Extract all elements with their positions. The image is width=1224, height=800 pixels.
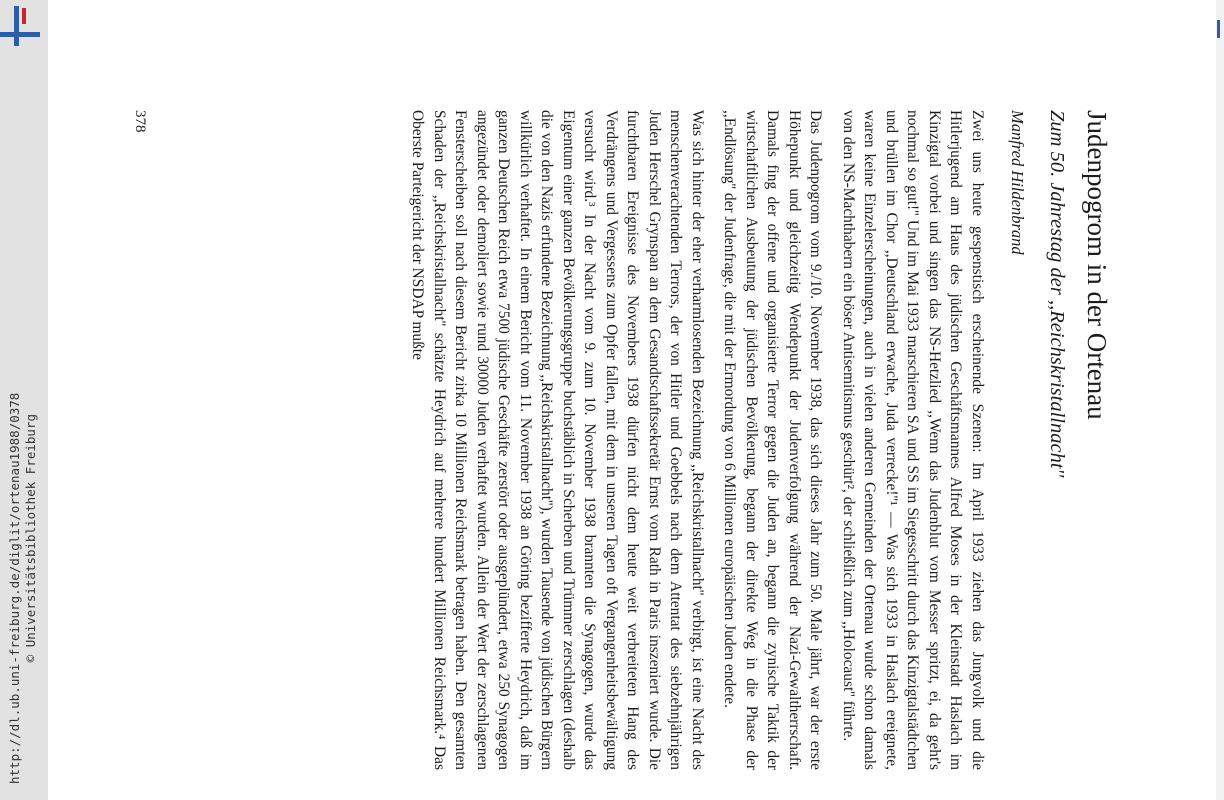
article-body	[396, 110, 988, 770]
article-subtitle: Zum 50. Jahrestag der ,,Reichskristallnacht''	[1046, 110, 1068, 478]
article-author: Manfred Hildenbrand	[1008, 110, 1027, 255]
edge-marker-icon	[1217, 20, 1220, 38]
paragraph: Das Judenpogrom vom 9./10. November 1938, das sich dieses Jahr zum 50. Male jährt, war der erste Höhepunkt und gleichzeitig Wendepunkt der Judenverfolgung während der Nazi-Gewaltherrschaft. Damals fing der offene und organisierte Terror gegen die Juden an, begann die zynische Taktik der wirtschaftlichen Ausbeutung der jüdischen Bevölkerung, begann der direkte Weg in die Phase der ,,Endlösung'' der Judenfrage, die mit der Ermordung von 6 Millionen europäischen Juden endete.	[721, 110, 825, 770]
rotated-page-content	[114, 110, 1114, 770]
page-edge	[1216, 0, 1224, 800]
source-url[interactable]: http://dl.ub.uni-freiburg.de/diglit/ortenau1988/0378	[7, 392, 22, 784]
page-number: 378	[132, 110, 148, 133]
library-logo-icon[interactable]	[0, 6, 40, 46]
paragraph: Was sich hinter der eher verharmlosenden Bezeichnung ,,Reichskristallnacht'' verbirgt, ist eine Nacht des menschenverachtenden Terrors, der von Hitler und Goebbels nach dem Attentat des siebzehnjährigen Juden Herschel Grynspan an dem Gesandtschaftssekretär Ernst vom Rath in Paris inszeniert wurde. Die furchtbaren Ereignisse des Novembers 1938 dürfen nicht dem heute weit verbreiteten Hang des Verdrängens und Vergessens zum Opfer fallen, mit dem in unseren Tagen oft Vergangenheitsbewältigung versucht wird.³ In der Nacht vom 9. zum 10. November 1938 brannten die Synagogen, wurde das Eigentum einer ganzen Bevölkerungsgruppe buchstäblich in Scherben und Trümmer zerschlagen (deshalb die von den Nazis erfundene Bezeichnung ,,Reichskristallnacht''), wurden Tausende von jüdischen Bürgern willkürlich verhaftet. In einem Bericht vom 11. November 1938 an Göring bezifferte Heydrich, daß im ganzen Deutschen Reich etwa 7500 jüdische Geschäfte zerstört oder ausgeplündert, etwa 250 Synagogen angezündet oder demoliert sowie rund 30000 Juden verhaftet wurden. Allein der Wert der zerschlagenen Fensterscheiben soll nach diesem Bericht zirka 10 Millionen Reichsmark betragen haben. Den gesamten Schaden der ,,Reichskristallnacht'' schätzte Heydrich auf mehrere hundert Millionen Reichsmark.⁴ Das Oberste Parteigericht der NSDAP mußte	[409, 110, 706, 770]
source-info	[7, 392, 39, 784]
copyright-notice: © Universitätsbibliothek Freiburg	[23, 414, 38, 663]
paragraph: Zwei uns heute gespenstisch erscheinende Szenen: Im April 1933 ziehen das Jungvolk und die Hitlerjugend am Haus des jüdischen Geschäftsmannes Alfred Moses in der Kleinstadt Haslach im Kinzigtal vorbei und singen das NS-Hetzlied ,,Wenn das Judenblut vom Messer spritzt, ei, da geht's nochmal so gut!'' Und im Mai 1933 marschieren SA und SS im Siegesschritt durch das Kinzigtalstädtchen und brüllen im Chor ,,Deutschland erwache, Juda verrecke!''¹ — Was sich 1933 in Haslach ereignete, waren keine Einzelerscheinungen, auch in vielen anderen Gemeinden der Ortenau wurde schon damals von den NS-Machthabern ein böser Antisemitismus geschürt², der schließlich zum ,,Holocaust'' führte.	[840, 110, 986, 770]
viewer-sidebar	[0, 0, 48, 800]
article-title: Judenpogrom in der Ortenau	[1082, 110, 1112, 420]
